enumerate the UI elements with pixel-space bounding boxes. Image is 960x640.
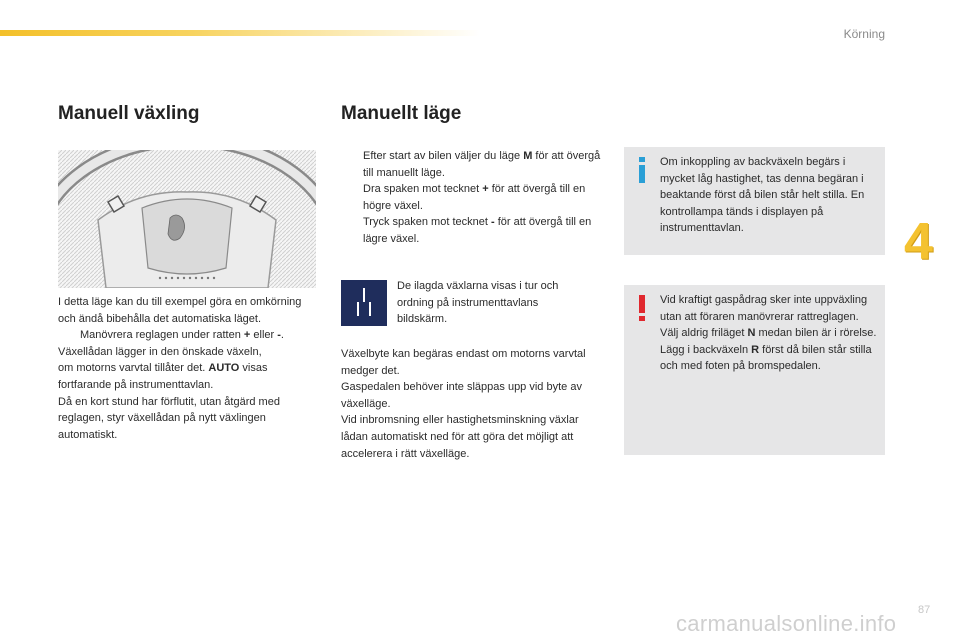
left-intro: I detta läge kan du till exempel göra en omkörning och ändå bibehålla det automatiska läget. — [58, 296, 302, 325]
step-2-text: Dra spaken mot tecknet — [363, 183, 483, 196]
right-p1: Växelbyte kan begäras endast om motorns varvtal medger det. — [341, 348, 586, 377]
bullet-text: Manövrera reglagen under ratten — [80, 329, 244, 342]
or-text: eller — [250, 329, 278, 342]
mode-m-label: M — [523, 150, 533, 162]
chapter-number: 4 — [904, 213, 933, 271]
left-line5: Då en kort stund har förflutit, utan åtgärd med reglagen, styr växellådan på nytt växlingen automatiskt. — [58, 395, 280, 441]
step-3-text: Tryck spaken mot tecknet — [363, 216, 491, 229]
plus-sign: + — [243, 329, 251, 342]
info-text: Om inkoppling av backväxeln begärs i mycket låg hastighet, tas denna begäran i beaktande först då bilen står helt stilla. En kontrollampa tänds i displayen på instrumenttavlan. — [660, 156, 865, 235]
minus-sign: - — [277, 329, 281, 342]
reverse-label: R — [751, 343, 760, 356]
warning-icon — [634, 295, 650, 321]
neutral-label: N — [747, 327, 756, 340]
watermark: carmanualsonline.info — [676, 611, 897, 636]
left-line2: Växellådan lägger in den önskade växeln, — [58, 345, 262, 358]
left-line3 — [58, 360, 320, 377]
warning-line-3-suffix: först då bilen står stilla och med foten på bromspedalen. — [660, 343, 872, 373]
left-heading: Manuell växling — [58, 103, 200, 124]
bullet-suffix: . — [280, 329, 284, 342]
step-1 — [341, 148, 603, 181]
section-name: Körning — [843, 27, 885, 41]
right-body — [341, 346, 603, 462]
line3-suffix: visas — [239, 362, 268, 375]
warning-line-2 — [660, 325, 880, 342]
info-box — [624, 147, 885, 255]
step-3 — [341, 214, 603, 247]
step-2-suffix: för att övergå till en högre växel. — [363, 183, 586, 212]
left-body — [58, 294, 320, 443]
warning-line-1: Vid kraftigt gaspådrag sker inte uppväxling utan att föraren manövrerar rattreglagen. — [660, 294, 868, 323]
line3-text: om motorns varvtal tillåter det. — [58, 362, 209, 375]
warning-line-2-text: Välj aldrig friläget — [660, 327, 748, 340]
auto-label: AUTO — [208, 362, 240, 375]
warning-line-3-text: Lägg i backväxeln — [660, 343, 752, 356]
left-bullet — [58, 327, 320, 344]
page-number: 87 — [918, 604, 931, 616]
warning-line-3 — [660, 342, 880, 375]
step-3-suffix: för att övergå till en lägre växel. — [363, 216, 592, 245]
plus-sign: + — [482, 183, 489, 196]
steering-wheel-illustration — [58, 150, 316, 288]
minus-sign: - — [490, 216, 495, 229]
left-line4: fortfarande på instrumenttavlan. — [58, 378, 214, 391]
info-icon — [634, 157, 650, 183]
warning-box — [624, 285, 885, 455]
mono-screen-icon — [341, 280, 387, 326]
header-accent-bar — [0, 30, 480, 36]
step-1-text: Efter start av bilen väljer du läge — [363, 150, 524, 162]
right-heading: Manuellt läge — [341, 103, 462, 124]
right-p2: Gaspedalen behöver inte släppas upp vid byte av växelläge. — [341, 381, 582, 410]
mono-screen-note: De ilagda växlarna visas i tur och ordning på instrumenttavlans bildskärm. — [397, 280, 559, 326]
right-p3: Vid inbromsning eller hastighetsminskning växlar lådan automatiskt ned för att göra det möjligt att accelerera i rätt växelläge. — [341, 414, 579, 460]
manual-mode-steps — [341, 148, 603, 248]
step-2 — [341, 181, 603, 214]
warning-line-2-suffix: medan bilen är i rörelse. — [755, 327, 877, 340]
warning-text — [660, 292, 880, 375]
step-1-suffix: för att övergå till manuellt läge. — [363, 150, 601, 179]
